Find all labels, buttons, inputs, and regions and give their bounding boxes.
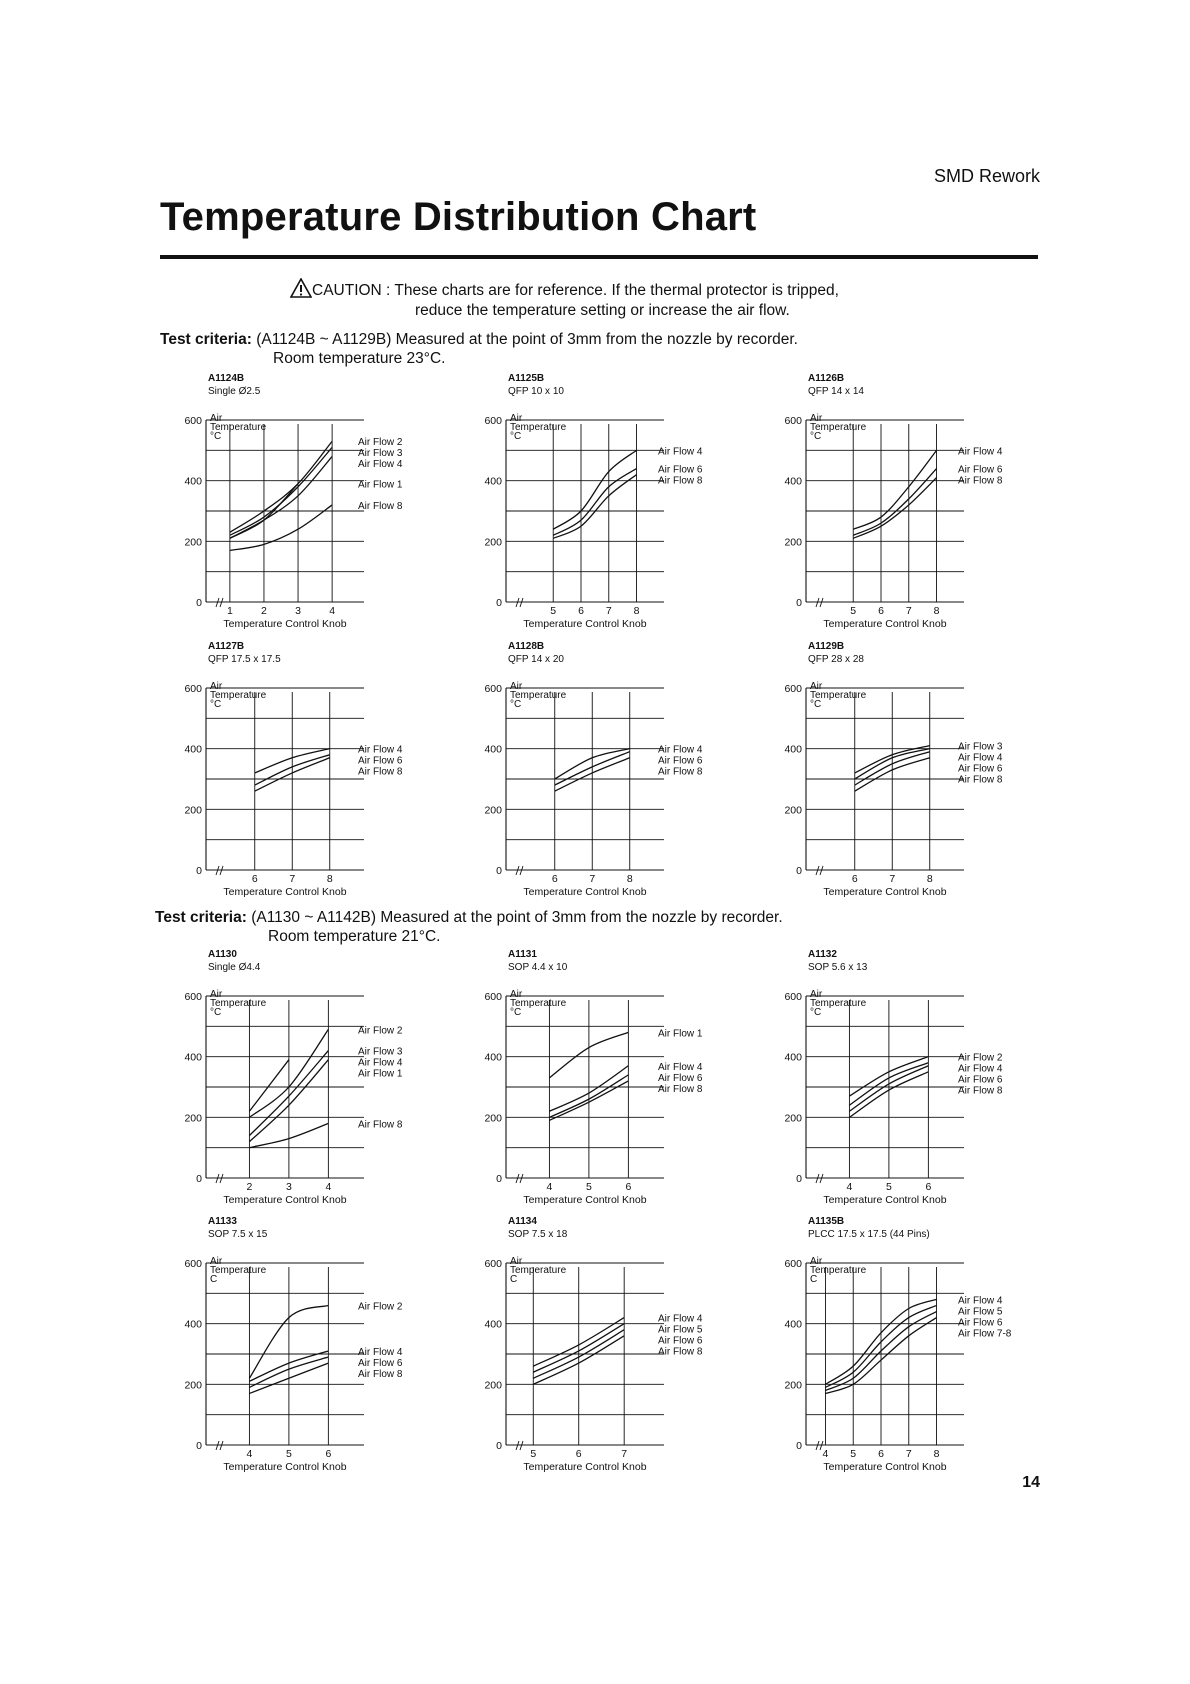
criteria-label: Test criteria: (160, 331, 252, 348)
chart-package: SOP 4.4 x 10 (508, 962, 568, 973)
x-tick-label: 2 (261, 605, 267, 617)
chart-a1128b (460, 640, 760, 910)
y-tick-label: 0 (796, 865, 802, 877)
chart-svg (760, 948, 1060, 1218)
test-criteria-1 (160, 330, 798, 368)
y-tick-label: 400 (184, 1051, 202, 1064)
series-line (553, 450, 636, 529)
series-label: Air Flow 4 (658, 744, 703, 756)
chart-a1135b (760, 1215, 1060, 1485)
axis-break-mark (216, 866, 223, 875)
chart-svg (760, 372, 1060, 642)
axis-break-mark (816, 866, 823, 875)
y-tick-label: 400 (484, 1051, 502, 1064)
x-axis-label: Temperature Control Knob (823, 618, 947, 630)
y-axis-label: Temperature (510, 690, 567, 701)
series-label: Air Flow 8 (358, 500, 403, 512)
y-tick-label: 0 (196, 1440, 202, 1452)
y-tick-label: 400 (784, 1318, 802, 1331)
series-label: Air Flow 3 (358, 1046, 403, 1058)
series-label: Air Flow 8 (658, 1346, 703, 1358)
y-axis-label: Temperature (210, 1265, 267, 1276)
y-axis-label: Air (810, 1256, 823, 1267)
chart-model: A1134 (508, 1216, 537, 1227)
x-tick-label: 6 (325, 1448, 332, 1460)
series-label: Air Flow 4 (958, 1063, 1003, 1075)
chart-model: A1131 (508, 949, 537, 960)
y-axis-label: °C (210, 699, 222, 710)
y-axis-label: Temperature (510, 422, 567, 433)
chart-a1124b (160, 372, 460, 642)
x-tick-label: 5 (885, 1181, 892, 1193)
x-tick-label: 5 (550, 605, 557, 617)
chart-a1131 (460, 948, 760, 1218)
x-axis-label: Temperature Control Knob (223, 1194, 347, 1206)
y-tick-label: 200 (484, 536, 502, 549)
series-label: Air Flow 6 (658, 755, 703, 767)
x-axis-label: Temperature Control Knob (823, 886, 947, 898)
x-tick-label: 3 (295, 605, 301, 617)
y-axis-label: C (210, 1274, 218, 1285)
x-tick-label: 6 (851, 873, 858, 885)
x-axis-label: Temperature Control Knob (823, 1194, 947, 1206)
y-tick-label: 200 (784, 1112, 802, 1125)
axis-break-mark (516, 1441, 523, 1450)
y-tick-label: 200 (184, 804, 202, 817)
y-axis-label: C (810, 1274, 818, 1285)
chart-svg (460, 948, 760, 1218)
x-axis-label: Temperature Control Knob (523, 1194, 647, 1206)
chart-model: A1135B (808, 1216, 845, 1227)
y-axis-label: Temperature (810, 998, 867, 1009)
test-criteria-2 (155, 908, 783, 946)
series-label: Air Flow 6 (658, 464, 703, 476)
y-axis-label: Air (210, 989, 223, 1000)
chart-svg (460, 640, 760, 910)
axis-break-mark (516, 866, 523, 875)
series-label: Air Flow 4 (358, 1057, 403, 1069)
series-line (230, 456, 332, 538)
series-label: Air Flow 4 (958, 1295, 1003, 1307)
chart-package: SOP 5.6 x 13 (808, 962, 868, 973)
series-label: Air Flow 3 (358, 448, 403, 460)
x-tick-label: 3 (285, 1181, 292, 1193)
x-tick-label: 6 (878, 1448, 884, 1460)
series-line (853, 478, 936, 539)
x-tick-label: 6 (575, 1448, 582, 1460)
series-label: Air Flow 6 (958, 1074, 1003, 1086)
y-axis-label: Air (510, 681, 523, 692)
caution-line-1: These charts are for reference. If the thermal protector is tripped, (394, 282, 839, 299)
y-tick-label: 600 (484, 683, 502, 695)
series-label: Air Flow 7-8 (958, 1328, 1012, 1340)
x-tick-label: 1 (226, 605, 233, 617)
series-label: Air Flow 2 (358, 437, 403, 449)
criteria-label: Test criteria: (155, 909, 247, 926)
y-tick-label: 0 (496, 597, 502, 609)
x-tick-label: 5 (850, 605, 857, 617)
y-axis-label: Air (210, 681, 223, 692)
chart-model: A1132 (808, 949, 837, 960)
chart-package: SOP 7.5 x 18 (508, 1229, 568, 1240)
x-tick-label: 6 (578, 605, 584, 617)
criteria-room: Room temperature 23°C. (273, 350, 446, 367)
chart-a1132 (760, 948, 1060, 1218)
x-tick-label: 5 (850, 1448, 857, 1460)
y-tick-label: 600 (184, 415, 202, 427)
axis-break-mark (816, 1174, 823, 1183)
chart-svg (160, 1215, 460, 1485)
y-axis-label: Air (810, 989, 823, 1000)
y-axis-label: Air (210, 413, 223, 424)
x-tick-label: 4 (822, 1448, 829, 1460)
y-tick-label: 200 (484, 1112, 502, 1125)
y-tick-label: 200 (784, 536, 802, 549)
chart-svg (760, 640, 1060, 910)
x-tick-label: 6 (625, 1181, 632, 1193)
chart-package: SOP 7.5 x 15 (208, 1229, 268, 1240)
chart-package: Single Ø2.5 (208, 386, 261, 397)
y-axis-label: Temperature (210, 422, 267, 433)
chart-package: Single Ø4.4 (208, 962, 261, 973)
series-label: Air Flow 5 (658, 1324, 703, 1336)
chart-a1127b (160, 640, 460, 910)
caution-label: CAUTION : (312, 282, 391, 299)
y-tick-label: 400 (484, 743, 502, 756)
y-tick-label: 200 (484, 1379, 502, 1392)
y-axis-label: Air (510, 413, 523, 424)
chart-model: A1130 (208, 949, 237, 960)
chart-a1129b (760, 640, 1060, 910)
y-axis-label: °C (510, 431, 522, 442)
x-tick-label: 7 (289, 873, 296, 885)
y-axis-label: C (510, 1274, 518, 1285)
x-tick-label: 8 (326, 873, 333, 885)
series-label: Air Flow 8 (658, 475, 703, 487)
section-label: SMD Rework (933, 166, 1040, 186)
criteria-text: (A1130 ~ A1142B) Measured at the point of 3mm from the nozzle by recorder. (251, 909, 783, 926)
x-tick-label: 6 (925, 1181, 932, 1193)
y-tick-label: 600 (784, 1258, 802, 1270)
x-tick-label: 5 (530, 1448, 537, 1460)
y-tick-label: 0 (796, 1440, 802, 1452)
series-label: Air Flow 8 (658, 1083, 703, 1095)
series-label: Air Flow 6 (958, 1317, 1003, 1329)
y-axis-label: Temperature (510, 998, 567, 1009)
series-label: Air Flow 1 (358, 479, 403, 491)
x-tick-label: 4 (325, 1181, 332, 1193)
chart-package: PLCC 17.5 x 17.5 (44 Pins) (808, 1229, 930, 1240)
y-tick-label: 0 (496, 1440, 502, 1452)
y-tick-label: 600 (784, 991, 802, 1003)
x-tick-label: 7 (621, 1448, 628, 1460)
chart-package: QFP 17.5 x 17.5 (208, 654, 281, 665)
axis-break-mark (816, 598, 823, 607)
y-tick-label: 600 (784, 683, 802, 695)
title-rule (160, 255, 1038, 259)
axis-break-mark (216, 598, 223, 607)
chart-svg (460, 1215, 760, 1485)
y-tick-label: 600 (784, 415, 802, 427)
x-tick-label: 4 (329, 605, 336, 617)
y-axis-label: Temperature (510, 1265, 567, 1276)
y-axis-label: Air (510, 989, 523, 1000)
y-tick-label: 0 (496, 865, 502, 877)
axis-break-mark (216, 1174, 223, 1183)
y-tick-label: 0 (196, 1173, 202, 1185)
chart-svg (160, 948, 460, 1218)
x-tick-label: 7 (589, 873, 596, 885)
x-tick-label: 4 (846, 1181, 853, 1193)
y-tick-label: 600 (484, 1258, 502, 1270)
y-tick-label: 200 (184, 1379, 202, 1392)
series-label: Air Flow 6 (658, 1335, 703, 1347)
y-tick-label: 200 (484, 804, 502, 817)
y-axis-label: Temperature (210, 998, 267, 1009)
criteria-room: Room temperature 21°C. (268, 928, 441, 945)
series-line (553, 469, 636, 536)
y-tick-label: 200 (784, 1379, 802, 1392)
page-number: 14 (1022, 1474, 1040, 1491)
series-label: Air Flow 1 (358, 1068, 403, 1080)
x-tick-label: 8 (626, 873, 633, 885)
y-tick-label: 600 (484, 991, 502, 1003)
chart-model: A1129B (808, 641, 845, 652)
chart-package: QFP 28 x 28 (808, 654, 864, 665)
y-tick-label: 600 (184, 991, 202, 1003)
series-label: Air Flow 4 (658, 1313, 703, 1325)
x-tick-label: 5 (285, 1448, 292, 1460)
x-tick-label: 7 (905, 1448, 912, 1460)
x-tick-label: 2 (246, 1181, 253, 1193)
x-axis-label: Temperature Control Knob (823, 1461, 947, 1473)
chart-a1130 (160, 948, 460, 1218)
chart-package: QFP 10 x 10 (508, 386, 564, 397)
caution-note (290, 278, 839, 321)
x-tick-label: 4 (246, 1448, 253, 1460)
page-title: Temperature Distribution Chart (160, 195, 757, 239)
y-tick-label: 0 (796, 597, 802, 609)
y-tick-label: 400 (784, 475, 802, 488)
x-axis-label: Temperature Control Knob (223, 618, 347, 630)
chart-model: A1133 (208, 1216, 237, 1227)
series-line (230, 441, 332, 532)
y-tick-label: 200 (784, 804, 802, 817)
axis-break-mark (516, 598, 523, 607)
y-axis-label: °C (510, 1007, 522, 1018)
series-label: Air Flow 8 (958, 774, 1003, 786)
y-tick-label: 0 (196, 597, 202, 609)
y-axis-label: Temperature (810, 422, 867, 433)
series-label: Air Flow 5 (958, 1306, 1003, 1318)
chart-a1134 (460, 1215, 760, 1485)
chart-a1126b (760, 372, 1060, 642)
y-axis-label: Temperature (210, 690, 267, 701)
chart-svg (760, 1215, 1060, 1485)
criteria-text: (A1124B ~ A1129B) Measured at the point of 3mm from the nozzle by recorder. (256, 331, 798, 348)
x-tick-label: 7 (905, 605, 912, 617)
x-axis-label: Temperature Control Knob (223, 886, 347, 898)
y-axis-label: °C (810, 1007, 822, 1018)
y-tick-label: 200 (184, 1112, 202, 1125)
y-tick-label: 400 (184, 1318, 202, 1331)
chart-model: A1125B (508, 373, 545, 384)
x-tick-label: 5 (585, 1181, 592, 1193)
x-tick-label: 7 (889, 873, 896, 885)
x-axis-label: Temperature Control Knob (223, 1461, 347, 1473)
y-axis-label: °C (810, 699, 822, 710)
series-label: Air Flow 6 (658, 1072, 703, 1084)
series-label: Air Flow 8 (958, 1085, 1003, 1097)
caution-line-2: reduce the temperature setting or increase the air flow. (415, 302, 790, 319)
y-axis-label: °C (510, 699, 522, 710)
series-label: Air Flow 6 (958, 763, 1003, 775)
series-label: Air Flow 2 (358, 1025, 403, 1037)
y-tick-label: 400 (184, 475, 202, 488)
x-tick-label: 7 (605, 605, 612, 617)
x-tick-label: 8 (933, 1448, 940, 1460)
series-label: Air Flow 4 (958, 752, 1003, 764)
chart-model: A1127B (208, 641, 245, 652)
series-label: Air Flow 4 (358, 459, 403, 471)
x-tick-label: 8 (933, 605, 940, 617)
chart-svg (160, 372, 460, 642)
series-label: Air Flow 4 (358, 1346, 403, 1358)
series-label: Air Flow 1 (658, 1028, 703, 1040)
chart-model: A1126B (808, 373, 845, 384)
series-label: Air Flow 4 (958, 446, 1003, 458)
y-tick-label: 600 (484, 415, 502, 427)
chart-model: A1128B (508, 641, 545, 652)
y-axis-label: Air (810, 413, 823, 424)
y-tick-label: 0 (796, 1173, 802, 1185)
series-label: Air Flow 8 (958, 475, 1003, 487)
chart-model: A1124B (208, 373, 245, 384)
y-tick-label: 200 (184, 536, 202, 549)
warning-icon (290, 278, 312, 298)
series-label: Air Flow 3 (958, 741, 1003, 753)
series-line (553, 475, 636, 539)
y-axis-label: °C (810, 431, 822, 442)
series-label: Air Flow 2 (358, 1301, 403, 1313)
chart-package: QFP 14 x 14 (808, 386, 864, 397)
y-tick-label: 400 (184, 743, 202, 756)
y-axis-label: Air (810, 681, 823, 692)
series-label: Air Flow 2 (958, 1052, 1003, 1064)
x-axis-label: Temperature Control Knob (523, 886, 647, 898)
series-label: Air Flow 4 (658, 1061, 703, 1073)
y-axis-label: °C (210, 431, 222, 442)
x-axis-label: Temperature Control Knob (523, 618, 647, 630)
y-tick-label: 400 (784, 1051, 802, 1064)
chart-package: QFP 14 x 20 (508, 654, 564, 665)
x-tick-label: 6 (251, 873, 258, 885)
y-tick-label: 400 (484, 1318, 502, 1331)
x-tick-label: 4 (546, 1181, 553, 1193)
y-axis-label: Air (210, 1256, 223, 1267)
y-tick-label: 400 (784, 743, 802, 756)
series-label: Air Flow 8 (658, 766, 703, 778)
chart-svg (460, 372, 760, 642)
series-label: Air Flow 8 (358, 1119, 403, 1131)
y-axis-label: °C (210, 1007, 222, 1018)
series-label: Air Flow 6 (358, 755, 403, 767)
x-tick-label: 6 (551, 873, 558, 885)
series-label: Air Flow 8 (358, 766, 403, 778)
axis-break-mark (516, 1174, 523, 1183)
series-label: Air Flow 4 (358, 744, 403, 756)
chart-a1125b (460, 372, 760, 642)
y-axis-label: Temperature (810, 690, 867, 701)
y-tick-label: 600 (184, 1258, 202, 1270)
y-tick-label: 0 (196, 865, 202, 877)
y-tick-label: 400 (484, 475, 502, 488)
y-tick-label: 600 (184, 683, 202, 695)
chart-a1133 (160, 1215, 460, 1485)
y-axis-label: Temperature (810, 1265, 867, 1276)
x-tick-label: 8 (926, 873, 933, 885)
x-axis-label: Temperature Control Knob (523, 1461, 647, 1473)
series-label: Air Flow 8 (358, 1368, 403, 1380)
y-axis-label: Air (510, 1256, 523, 1267)
x-tick-label: 8 (633, 605, 640, 617)
axis-break-mark (216, 1441, 223, 1450)
series-label: Air Flow 4 (658, 446, 703, 458)
chart-svg (160, 640, 460, 910)
series-label: Air Flow 6 (358, 1357, 403, 1369)
x-tick-label: 6 (878, 605, 884, 617)
series-label: Air Flow 6 (958, 464, 1003, 476)
y-tick-label: 0 (496, 1173, 502, 1185)
